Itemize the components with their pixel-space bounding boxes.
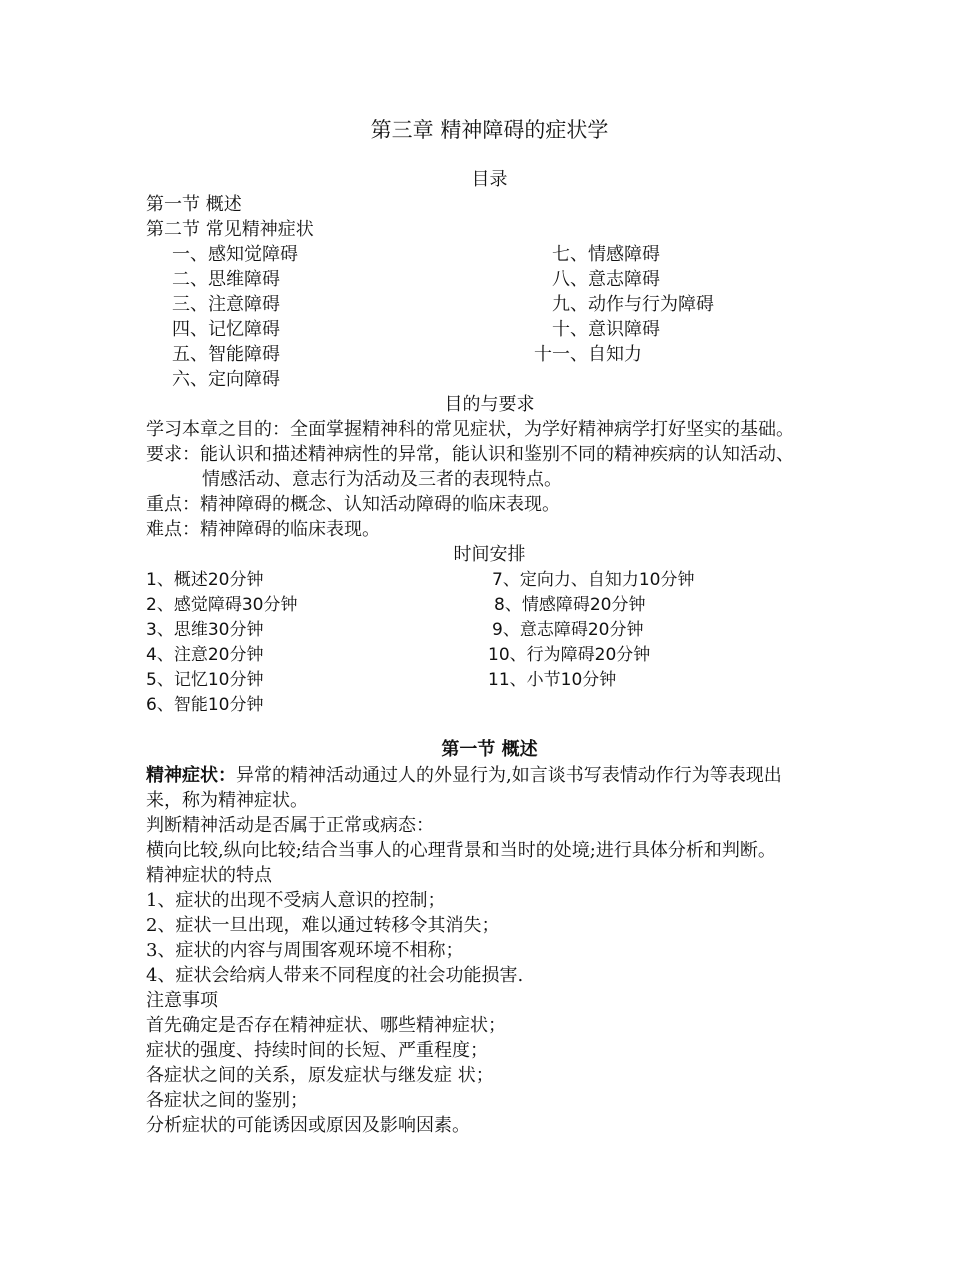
schedule-item: 8、情感障碍20分钟: [494, 595, 646, 615]
schedule-item: 2、感觉障碍30分钟: [146, 595, 298, 615]
schedule-item: 11、小节10分钟: [488, 670, 617, 690]
schedule-item: 5、记忆10分钟: [146, 670, 264, 690]
goals-line: 学习本章之目的：全面掌握精神科的常见症状，为学好精神病学打好坚实的基础。: [146, 419, 794, 440]
schedule-heading: 时间安排: [453, 544, 526, 565]
body-line: 判断精神活动是否属于正常或病态：: [146, 815, 434, 836]
body-line: 2、症状一旦出现，难以通过转移令其消失；: [146, 915, 500, 936]
schedule-item: 10、行为障碍20分钟: [488, 645, 651, 665]
toc-item: 八、意志障碍: [552, 269, 660, 290]
schedule-item: 6、智能10分钟: [146, 695, 264, 715]
definition-line-2: 来，称为精神症状。: [146, 790, 308, 811]
schedule-item: 7、定向力、自知力10分钟: [492, 570, 695, 590]
toc-item: 十、意识障碍: [552, 319, 660, 340]
schedule-item: 1、概述20分钟: [146, 570, 264, 590]
toc-item: 二、思维障碍: [172, 269, 280, 290]
toc-item: 三、注意障碍: [172, 294, 280, 315]
body-line: 4、症状会给病人带来不同程度的社会功能损害.: [146, 965, 524, 986]
toc-item: 九、动作与行为障碍: [552, 294, 714, 315]
body-line: 3、症状的内容与周围客观环境不相称；: [146, 940, 464, 961]
goals-line: 情感活动、意志行为活动及三者的表现特点。: [202, 469, 562, 490]
goals-line: 难点：精神障碍的临床表现。: [146, 519, 380, 540]
body-line: 精神症状的特点: [146, 865, 272, 886]
schedule-item: 3、思维30分钟: [146, 620, 264, 640]
body-line: 横向比较,纵向比较;结合当事人的心理背景和当时的处境;进行具体分析和判断。: [146, 840, 776, 861]
body-line: 各症状之间的鉴别；: [146, 1090, 308, 1111]
section1-heading: 第一节 概述: [441, 739, 538, 760]
body-line: 首先确定是否存在精神症状、哪些精神症状；: [146, 1015, 506, 1036]
toc-section-2: 第二节 常见精神症状: [146, 219, 314, 240]
definition-line: [146, 764, 782, 788]
body-line: 分析症状的可能诱因或原因及影响因素。: [146, 1115, 470, 1136]
schedule-item: 4、注意20分钟: [146, 645, 264, 665]
definition-term: 精神症状：: [146, 765, 236, 786]
toc-heading: 目录: [471, 169, 508, 190]
body-line: 1、症状的出现不受病人意识的控制；: [146, 890, 446, 911]
definition-text: 异常的精神活动通过人的外显行为,如言谈书写表情动作行为等表现出: [236, 765, 782, 786]
schedule-item: 9、意志障碍20分钟: [492, 620, 644, 640]
body-line: 症状的强度、持续时间的长短、严重程度；: [146, 1040, 488, 1061]
toc-section-1: 第一节 概述: [146, 194, 242, 215]
body-line: 注意事项: [146, 990, 218, 1011]
toc-item: 六、定向障碍: [172, 369, 280, 390]
toc-item: 一、感知觉障碍: [172, 244, 298, 265]
goals-line: 重点：精神障碍的概念、认知活动障碍的临床表现。: [146, 494, 560, 515]
toc-item: 十一、自知力: [534, 344, 642, 365]
body-line: 各症状之间的关系，原发症状与继发症 状；: [146, 1065, 494, 1086]
toc-item: 五、智能障碍: [172, 344, 280, 365]
chapter-title: 第三章 精神障碍的症状学: [370, 118, 609, 142]
toc-item: 四、记忆障碍: [172, 319, 280, 340]
toc-item: 七、情感障碍: [552, 244, 660, 265]
goals-heading: 目的与要求: [444, 394, 535, 415]
goals-line: 要求：能认识和描述精神病性的异常，能认识和鉴别不同的精神疾病的认知活动、: [146, 444, 794, 465]
